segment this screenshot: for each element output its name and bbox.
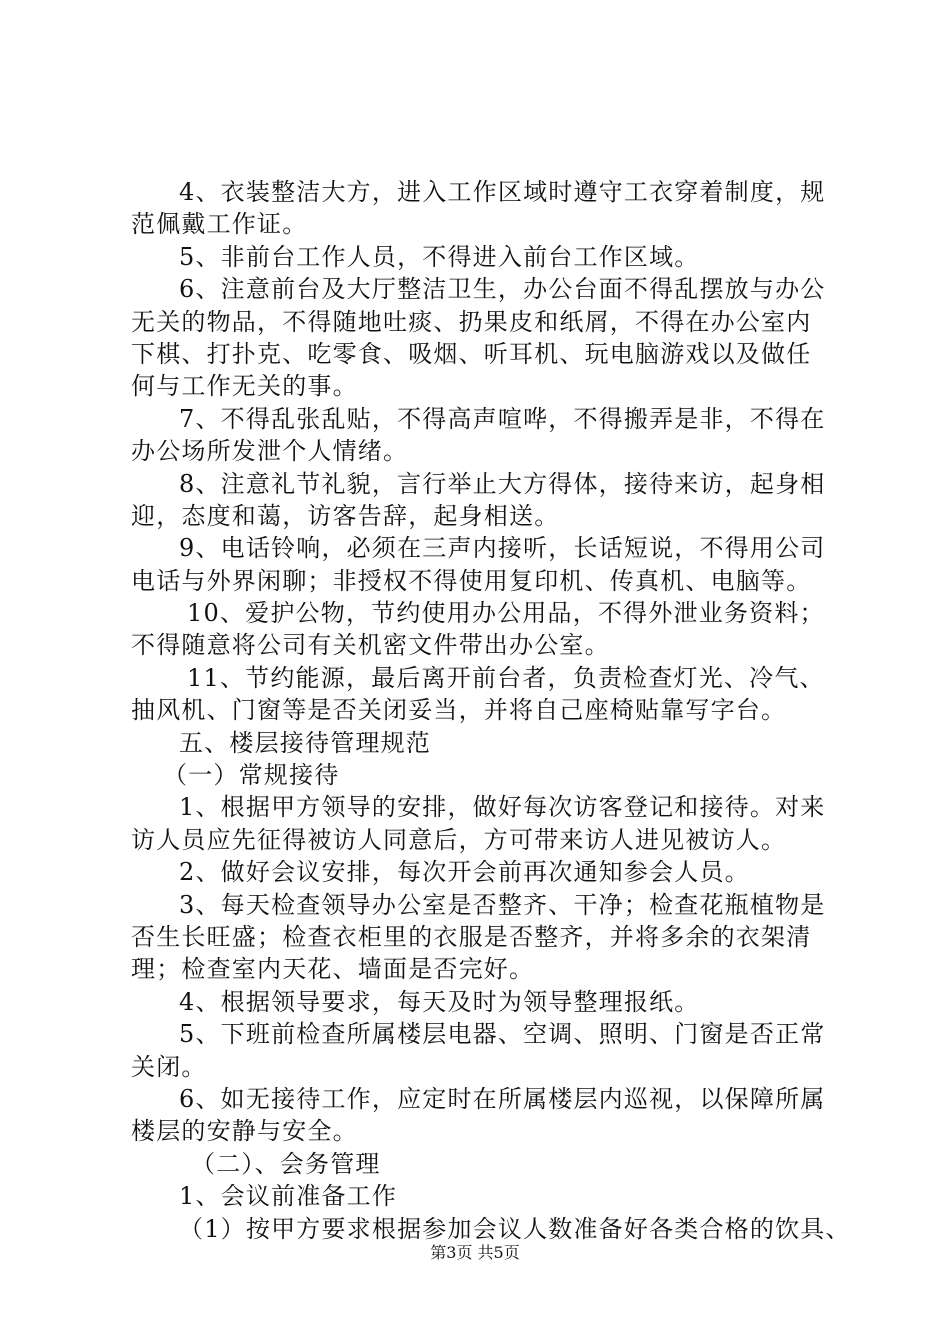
text-line: 不得随意将公司有关机密文件带出办公室。 [131, 631, 610, 660]
text-line: 楼层的安静与安全。 [131, 1117, 358, 1146]
text-line: 下棋、打扑克、吃零食、吸烟、听耳机、玩电脑游戏以及做任 [131, 339, 812, 368]
text-line: 关闭。 [131, 1052, 207, 1081]
text-line: 1、根据甲方领导的安排，做好每次访客登记和接待。对来 [179, 793, 826, 822]
text-line: 2、做好会议安排，每次开会前再次通知参会人员。 [179, 858, 750, 887]
text-line: 8、注意礼节礼貌，言行举止大方得体，接待来访，起身相 [179, 469, 826, 498]
text-line: 6、如无接待工作，应定时在所属楼层内巡视，以保障所属 [179, 1084, 826, 1113]
text-line: 7、不得乱张乱贴，不得高声喧哗，不得搬弄是非，不得在 [179, 404, 826, 433]
text-line: 何与工作无关的事。 [131, 372, 358, 401]
page-footer: 第3页 共5页 [430, 1243, 520, 1262]
text-line: 5、非前台工作人员，不得进入前台工作区域。 [179, 242, 700, 271]
text-line: 10、爱护公物，节约使用办公用品，不得外泄业务资料； [187, 599, 825, 628]
text-line: 3、每天检查领导办公室是否整齐、干净；检查花瓶植物是 [179, 890, 826, 919]
text-line: 电话与外界闲聊；非授权不得使用复印机、传真机、电脑等。 [131, 566, 812, 595]
text-line: 6、注意前台及大厅整洁卫生，办公台面不得乱摆放与办公 [179, 275, 826, 304]
text-line: 抽风机、门窗等是否关闭妥当，并将自己座椅贴靠写字台。 [131, 696, 787, 725]
text-line: 迎，态度和蔼，访客告辞，起身相送。 [131, 501, 560, 530]
text-line: 否生长旺盛；检查衣柜里的衣服是否整齐，并将多余的衣架清 [131, 922, 812, 951]
text-line: （二）、会务管理 [191, 1149, 381, 1178]
text-line: 访人员应先征得被访人同意后，方可带来访人进见被访人。 [131, 825, 787, 854]
text-line: 9、电话铃响，必须在三声内接听，长话短说，不得用公司 [179, 534, 826, 563]
text-line: 11、节约能源，最后离开前台者，负责检查灯光、冷气、 [187, 663, 825, 692]
text-line: （一）常规接待 [163, 761, 340, 790]
text-line: 4、根据领导要求，每天及时为领导整理报纸。 [179, 987, 700, 1016]
text-line: 无关的物品，不得随地吐痰、扔果皮和纸屑，不得在办公室内 [131, 307, 812, 336]
text-line: 理；检查室内天花、墙面是否完好。 [131, 955, 535, 984]
text-line: 5、下班前检查所属楼层电器、空调、照明、门窗是否正常 [179, 1020, 826, 1049]
text-line: 4、衣装整洁大方，进入工作区域时遵守工衣穿着制度，规 [179, 178, 826, 206]
text-line: 五、楼层接待管理规范 [179, 728, 431, 757]
document-body [131, 176, 851, 1245]
text-line: 1、会议前准备工作 [179, 1182, 398, 1211]
text-line: 范佩戴工作证。 [131, 210, 308, 239]
text-line: 办公场所发泄个人情绪。 [131, 437, 409, 466]
text-line: （1）按甲方要求根据参加会议人数准备好各类合格的饮具、 [179, 1214, 851, 1243]
